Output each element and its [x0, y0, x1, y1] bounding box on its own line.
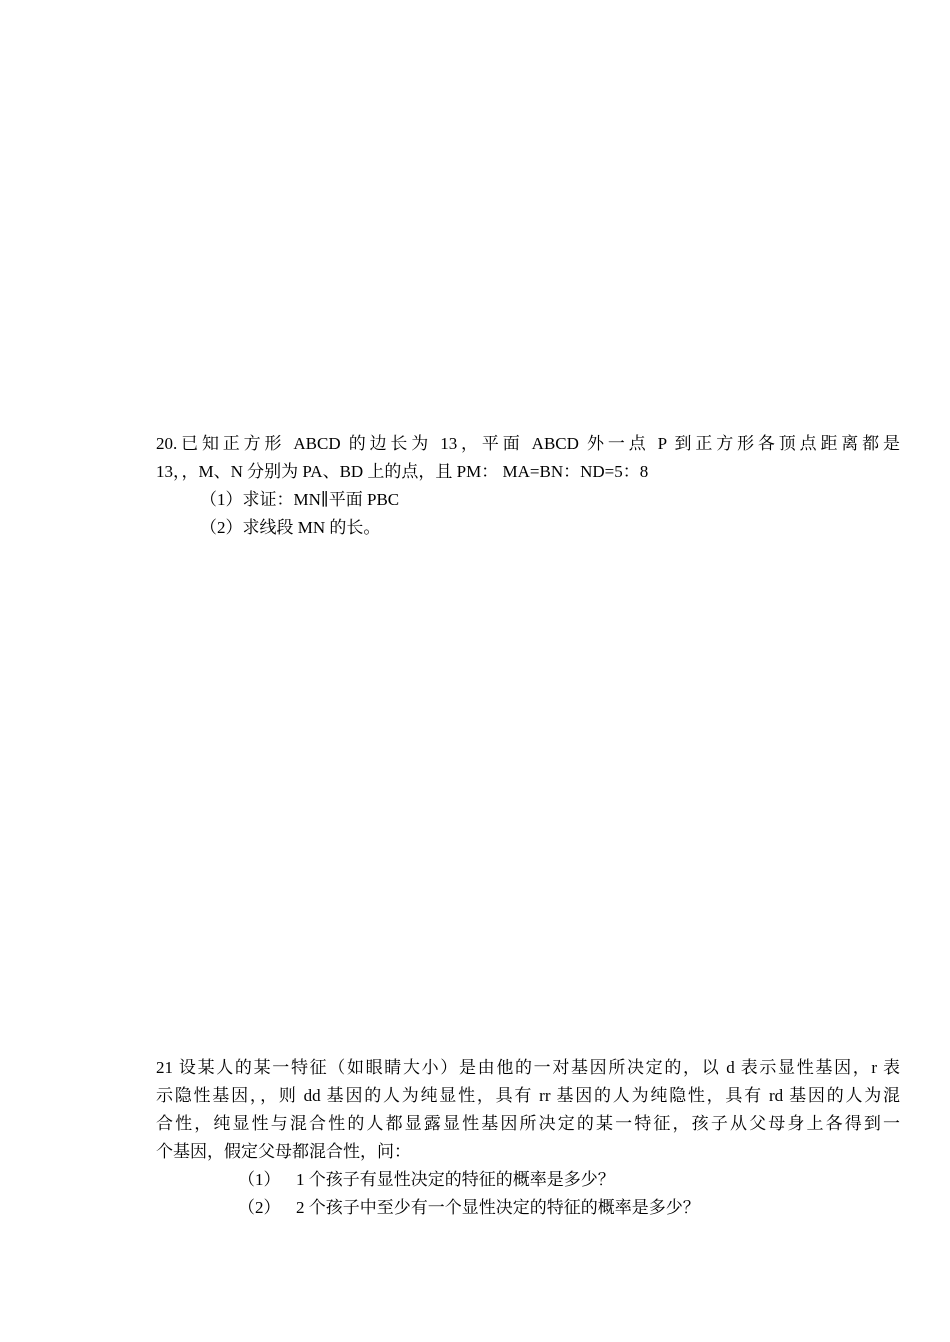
- problem-21-line-1: 21 设某人的某一特征（如眼睛大小）是由他的一对基因所决定的，以 d 表示显性基因，r 表: [156, 1058, 900, 1077]
- problem-21-line-3: 合性，纯显性与混合性的人都显露显性基因所决定的某一特征，孩子从父母身上各得到一: [156, 1114, 900, 1133]
- problem-20-line-2: 13，，M、N 分别为 PA、BD 上的点，且 PM： MA=BN：ND=5：8: [156, 462, 649, 481]
- problem-21-subquestion-2-text: 2 个孩子中至少有一个显性决定的特征的概率是多少？: [296, 1198, 700, 1217]
- problem-21-line-2: 示隐性基因，，则 dd 基因的人为纯显性，具有 rr 基因的人为纯隐性，具有 rd 基因的人为混: [156, 1086, 900, 1105]
- problem-21-subquestion-1: [156, 1166, 900, 1194]
- problem-21-subquestion-2-number: （2）: [238, 1198, 281, 1217]
- problem-21-subquestion-1-number: （1）: [238, 1170, 281, 1189]
- problem-21-subquestion-2: [156, 1194, 900, 1222]
- problem-21-subquestion-1-text: 1 个孩子有显性决定的特征的概率是多少？: [296, 1170, 615, 1189]
- problem-20-subquestion-2: （2）求线段 MN 的长。: [200, 518, 381, 537]
- problem-20-line-1: 20.已知正方形 ABCD 的边长为 13，平面 ABCD 外一点 P 到正方形各顶点距离都是: [156, 434, 900, 453]
- problem-21: [156, 1054, 900, 1222]
- problem-21-line-4: 个基因，假定父母都混合性，问：: [156, 1142, 411, 1161]
- problem-20-subquestion-1: （1）求证：MN∥平面 PBC: [200, 490, 400, 509]
- problem-20: [156, 430, 900, 542]
